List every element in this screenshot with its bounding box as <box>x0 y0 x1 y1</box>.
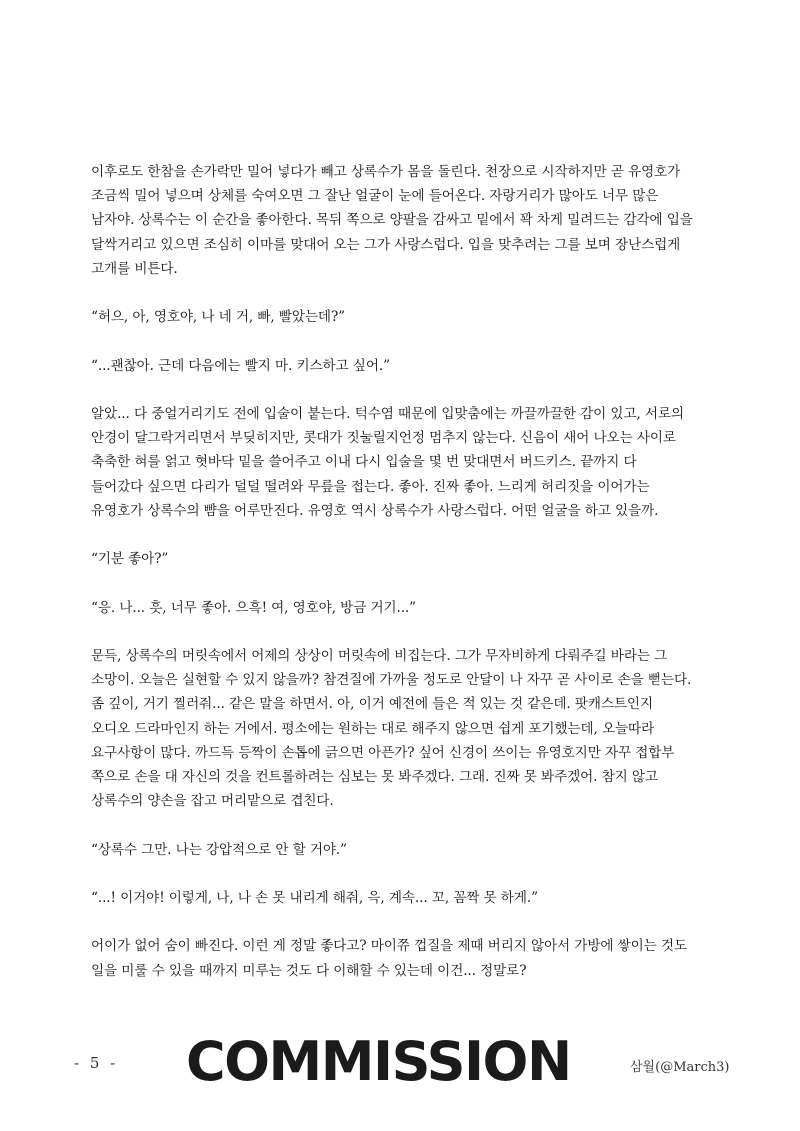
commission-title: COMMISSION <box>186 1030 571 1093</box>
text-line: 유영호가 상록수의 뺨을 어루만진다. 유영호 역시 상록수가 사랑스럽다. 어떤 얼굴을 하고 있을까. <box>91 502 659 519</box>
paragraph <box>91 305 731 329</box>
text-line: “응. 나... 흣, 너무 좋아. 으흑! 여, 영호야, 방금 거기...” <box>91 599 417 616</box>
page-number: - 5 - <box>74 1054 119 1072</box>
text-line: 문득, 상록수의 머릿속에서 어제의 상상이 머릿속에 비집는다. 그가 무자비하게 다뤄주길 바라는 그 <box>91 647 668 664</box>
text-line: “...괜찮아. 근데 다음에는 빨지 마. 키스하고 싶어.” <box>91 357 390 374</box>
paragraph <box>91 547 731 571</box>
text-line: 알았... 다 중얼거리기도 전에 입술이 붙는다. 턱수염 때문에 입맞춤에는 까끌까끌한 감이 있고, 서로의 <box>91 405 685 422</box>
paragraph <box>91 402 731 523</box>
text-line: 남자야. 상록수는 이 순간을 좋아한다. 목뒤 쪽으로 양팔을 감싸고 밑에서 꽉 차게 밀려드는 감각에 입을 <box>91 212 693 229</box>
author-credit: 삼월(@March3) <box>630 1060 730 1075</box>
paragraph <box>91 886 731 910</box>
text-line: 이후로도 한참을 손가락만 밀어 넣다가 빼고 상록수가 몸을 돌린다. 천장으로 시작하지만 곧 유영호가 <box>91 164 681 180</box>
page-footer <box>0 1030 800 1100</box>
paragraph <box>91 644 731 813</box>
text-line: 일을 미룰 수 있을 때까지 미루는 것도 다 이해할 수 있는데 이건... 정말로? <box>91 962 527 979</box>
paragraph <box>91 596 731 620</box>
story-body <box>91 160 731 1007</box>
paragraph <box>91 934 731 982</box>
text-line: 좀 깊이, 거기 찔러줘... 같은 말을 하면서. 아, 이거 예전에 들은 적 있는 것 같은데. 팟캐스트인지 <box>91 696 653 713</box>
text-line: 조금씩 밀어 넣으며 상체를 숙여오면 그 잘난 얼굴이 눈에 들어온다. 자랑거리가 많아도 너무 많은 <box>91 188 659 205</box>
paragraph <box>91 160 731 281</box>
text-line: 쪽으로 손을 대 자신의 것을 컨트롤하려는 심보는 못 봐주겠다. 그래. 진짜 못 봐주겠어. 참지 않고 <box>91 768 658 785</box>
text-line: 소망이. 오늘은 실현할 수 있지 않을까? 참견질에 가까울 정도로 안달이 나 자꾸 곧 사이로 손을 뻗는다. <box>91 672 692 689</box>
text-line: 어이가 없어 숨이 빠진다. 이런 게 정말 좋다고? 마이쮸 껍질을 제때 버리지 않아서 가방에 쌓이는 것도 <box>91 938 687 955</box>
text-line: 축축한 혀를 얽고 혓바닥 밑을 쓸어주고 이내 다시 입술을 몇 번 맞대면서 버드키스. 끝까지 다 <box>91 454 637 471</box>
text-line: 달싹거리고 있으면 조심히 이마를 맞대어 오는 그가 사랑스럽다. 입을 맞추려는 그를 보며 장난스럽게 <box>91 236 681 253</box>
text-line: 오디오 드라마인지 하는 거에서. 평소에는 원하는 대로 해주지 않으면 쉽게 포기했는데, 오늘따라 <box>91 720 655 737</box>
text-line: “허으, 아, 영호야, 나 네 거, 빠, 빨았는데?” <box>91 309 345 326</box>
paragraph <box>91 354 731 378</box>
text-line: “상록수 그만. 나는 강압적으로 안 할 거야.” <box>91 841 347 858</box>
text-line: 요구사항이 많다. 까드득 등짝이 손톱에 긁으면 아픈가? 싶어 신경이 쓰이는 유영호지만 자꾸 접합부 <box>91 744 675 761</box>
text-line: 안경이 달그락거리면서 부딪히지만, 콧대가 짓눌릴지언정 멈추지 않는다. 신음이 새어 나오는 사이로 <box>91 430 676 447</box>
text-line: “기분 좋아?” <box>91 551 169 568</box>
text-line: 고개를 비튼다. <box>91 260 178 277</box>
text-line: 들어갔다 싶으면 다리가 덜덜 떨려와 무릎을 접는다. 좋아. 진짜 좋아. 느리게 허리짓을 이어가는 <box>91 478 650 495</box>
text-line: 상록수의 양손을 잡고 머리맡으로 겹친다. <box>91 793 334 810</box>
text-line: “...! 이거야! 이렇게, 나, 나 손 못 내리게 해줘, 윽, 계속... 꼬, 꼼짝 못 하게.” <box>91 889 538 906</box>
paragraph <box>91 838 731 862</box>
